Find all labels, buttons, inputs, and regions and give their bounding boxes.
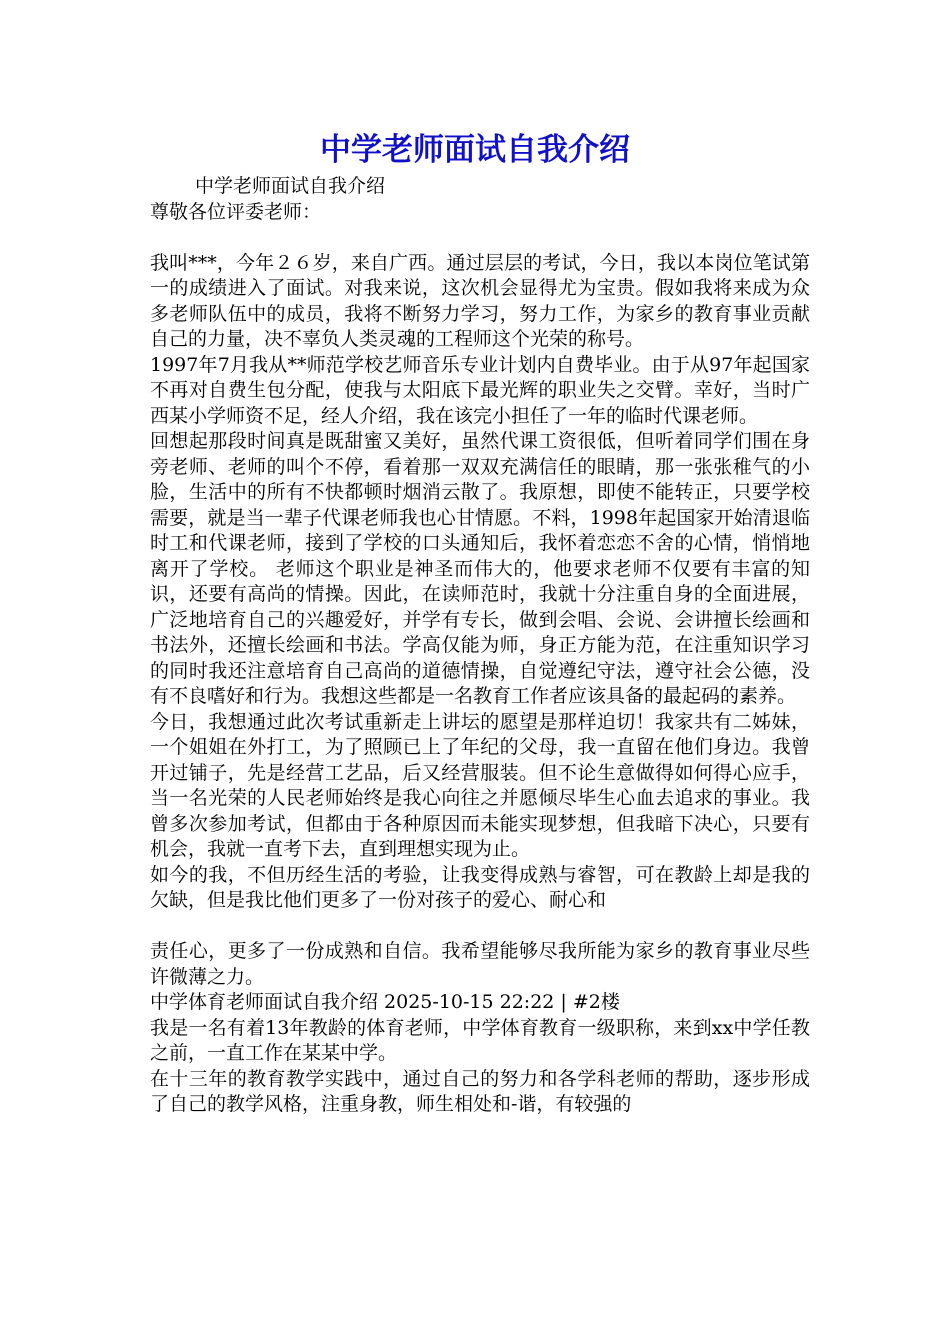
- paragraph: 如今的我，不但历经生活的考验，让我变得成熟与睿智，可在教龄上却是我的欠缺，但是我比他们更多了一份对孩子的爱心、耐心和: [150, 863, 810, 911]
- paragraph: 责任心，更多了一份成熟和自信。我希望能够尽我所能为家乡的教育事业尽些许微薄之力。: [150, 940, 810, 988]
- blank-line: [145, 914, 810, 940]
- document-subtitle: 中学老师面试自我介绍: [195, 175, 386, 197]
- blank-line: [145, 225, 810, 251]
- paragraph: 在十三年的教育教学实践中，通过自己的努力和各学科老师的帮助，逐步形成了自己的教学风格，注重身教，师生相处和-谐，有较强的: [150, 1067, 810, 1115]
- paragraph: 今日，我想通过此次考试重新走上讲坛的愿望是那样迫切！我家共有二姊妹，一个姐姐在外打工，为了照顾已上了年纪的父母，我一直留在他们身边。我曾开过铺子，先是经营工艺品，后又经营服装。但不论生意做得如何得心应手，当一名光荣的人民老师始终是我心向往之并愿倾尽毕生心血去追求的事业。我曾多次参加考试，但都由于各种原因而未能实现梦想，但我暗下决心，只要有机会，我就一直考下去，直到理想实现为止。: [150, 710, 810, 860]
- paragraph: 我叫***，今年２６岁，来自广西。通过层层的考试，今日，我以本岗位笔试第一的成绩进入了面试。对我来说，这次机会显得尤为宝贵。假如我将来成为众多老师队伍中的成员，我将不断努力学习，努力工作，为家乡的教育事业贡献自己的力量，决不辜负人类灵魂的工程师这个光荣的称号。: [150, 251, 810, 350]
- document-title: 中学老师面试自我介绍: [320, 132, 630, 168]
- paragraph: 回想起那段时间真是既甜蜜又美好，虽然代课工资很低，但听着同学们围在身旁老师、老师的叫个不停，看着那一双双充满信任的眼睛，那一张张稚气的小脸，生活中的所有不快都顿时烟消云散了。我原想，即使不能转正，只要学校需要，就是当一辈子代课老师我也心甘情愿。不料，1998年起国家开始清退临时工和代课老师，接到了学校的口头通知后，我怀着恋恋不舍的心情，悄悄地离开了学校。 老师这个职业是神圣而伟大的，他要求老师不仅要有丰富的知识，还要有高尚的情操。因此，在读师范时，我就十分注重自身的全面进展，广泛地培育自己的兴趣爱好，并学有专长，做到会唱、会说、会讲擅长绘画和书法外，还擅长绘画和书法。学高仅能为师，身正方能为范，在注重知识学习的同时我还注意培育自己高尚的道德情操，自觉遵纪守法，遵守社会公德，没有不良嗜好和行为。我想这些都是一名教育工作者应该具备的最起码的素养。: [150, 430, 810, 707]
- salutation: 尊敬各位评委老师：: [150, 200, 322, 223]
- document-body: [145, 174, 810, 1118]
- paragraph: 1997年7月我从**师范学校艺师音乐专业计划内自费毕业。由于从97年起国家不再对自费生包分配，使我与太阳底下最光辉的职业失之交臂。幸好，当时广西某小学师资不足，经人介绍，我在该完小担任了一年的临时代课老师。: [150, 353, 810, 427]
- paragraph: 我是一名有着13年教龄的体育老师，中学体育教育一级职称，来到xx中学任教之前，一直工作在某某中学。: [150, 1016, 810, 1064]
- post-header: 中学体育老师面试自我介绍 2025-10-15 22:22 | #2楼: [150, 991, 620, 1013]
